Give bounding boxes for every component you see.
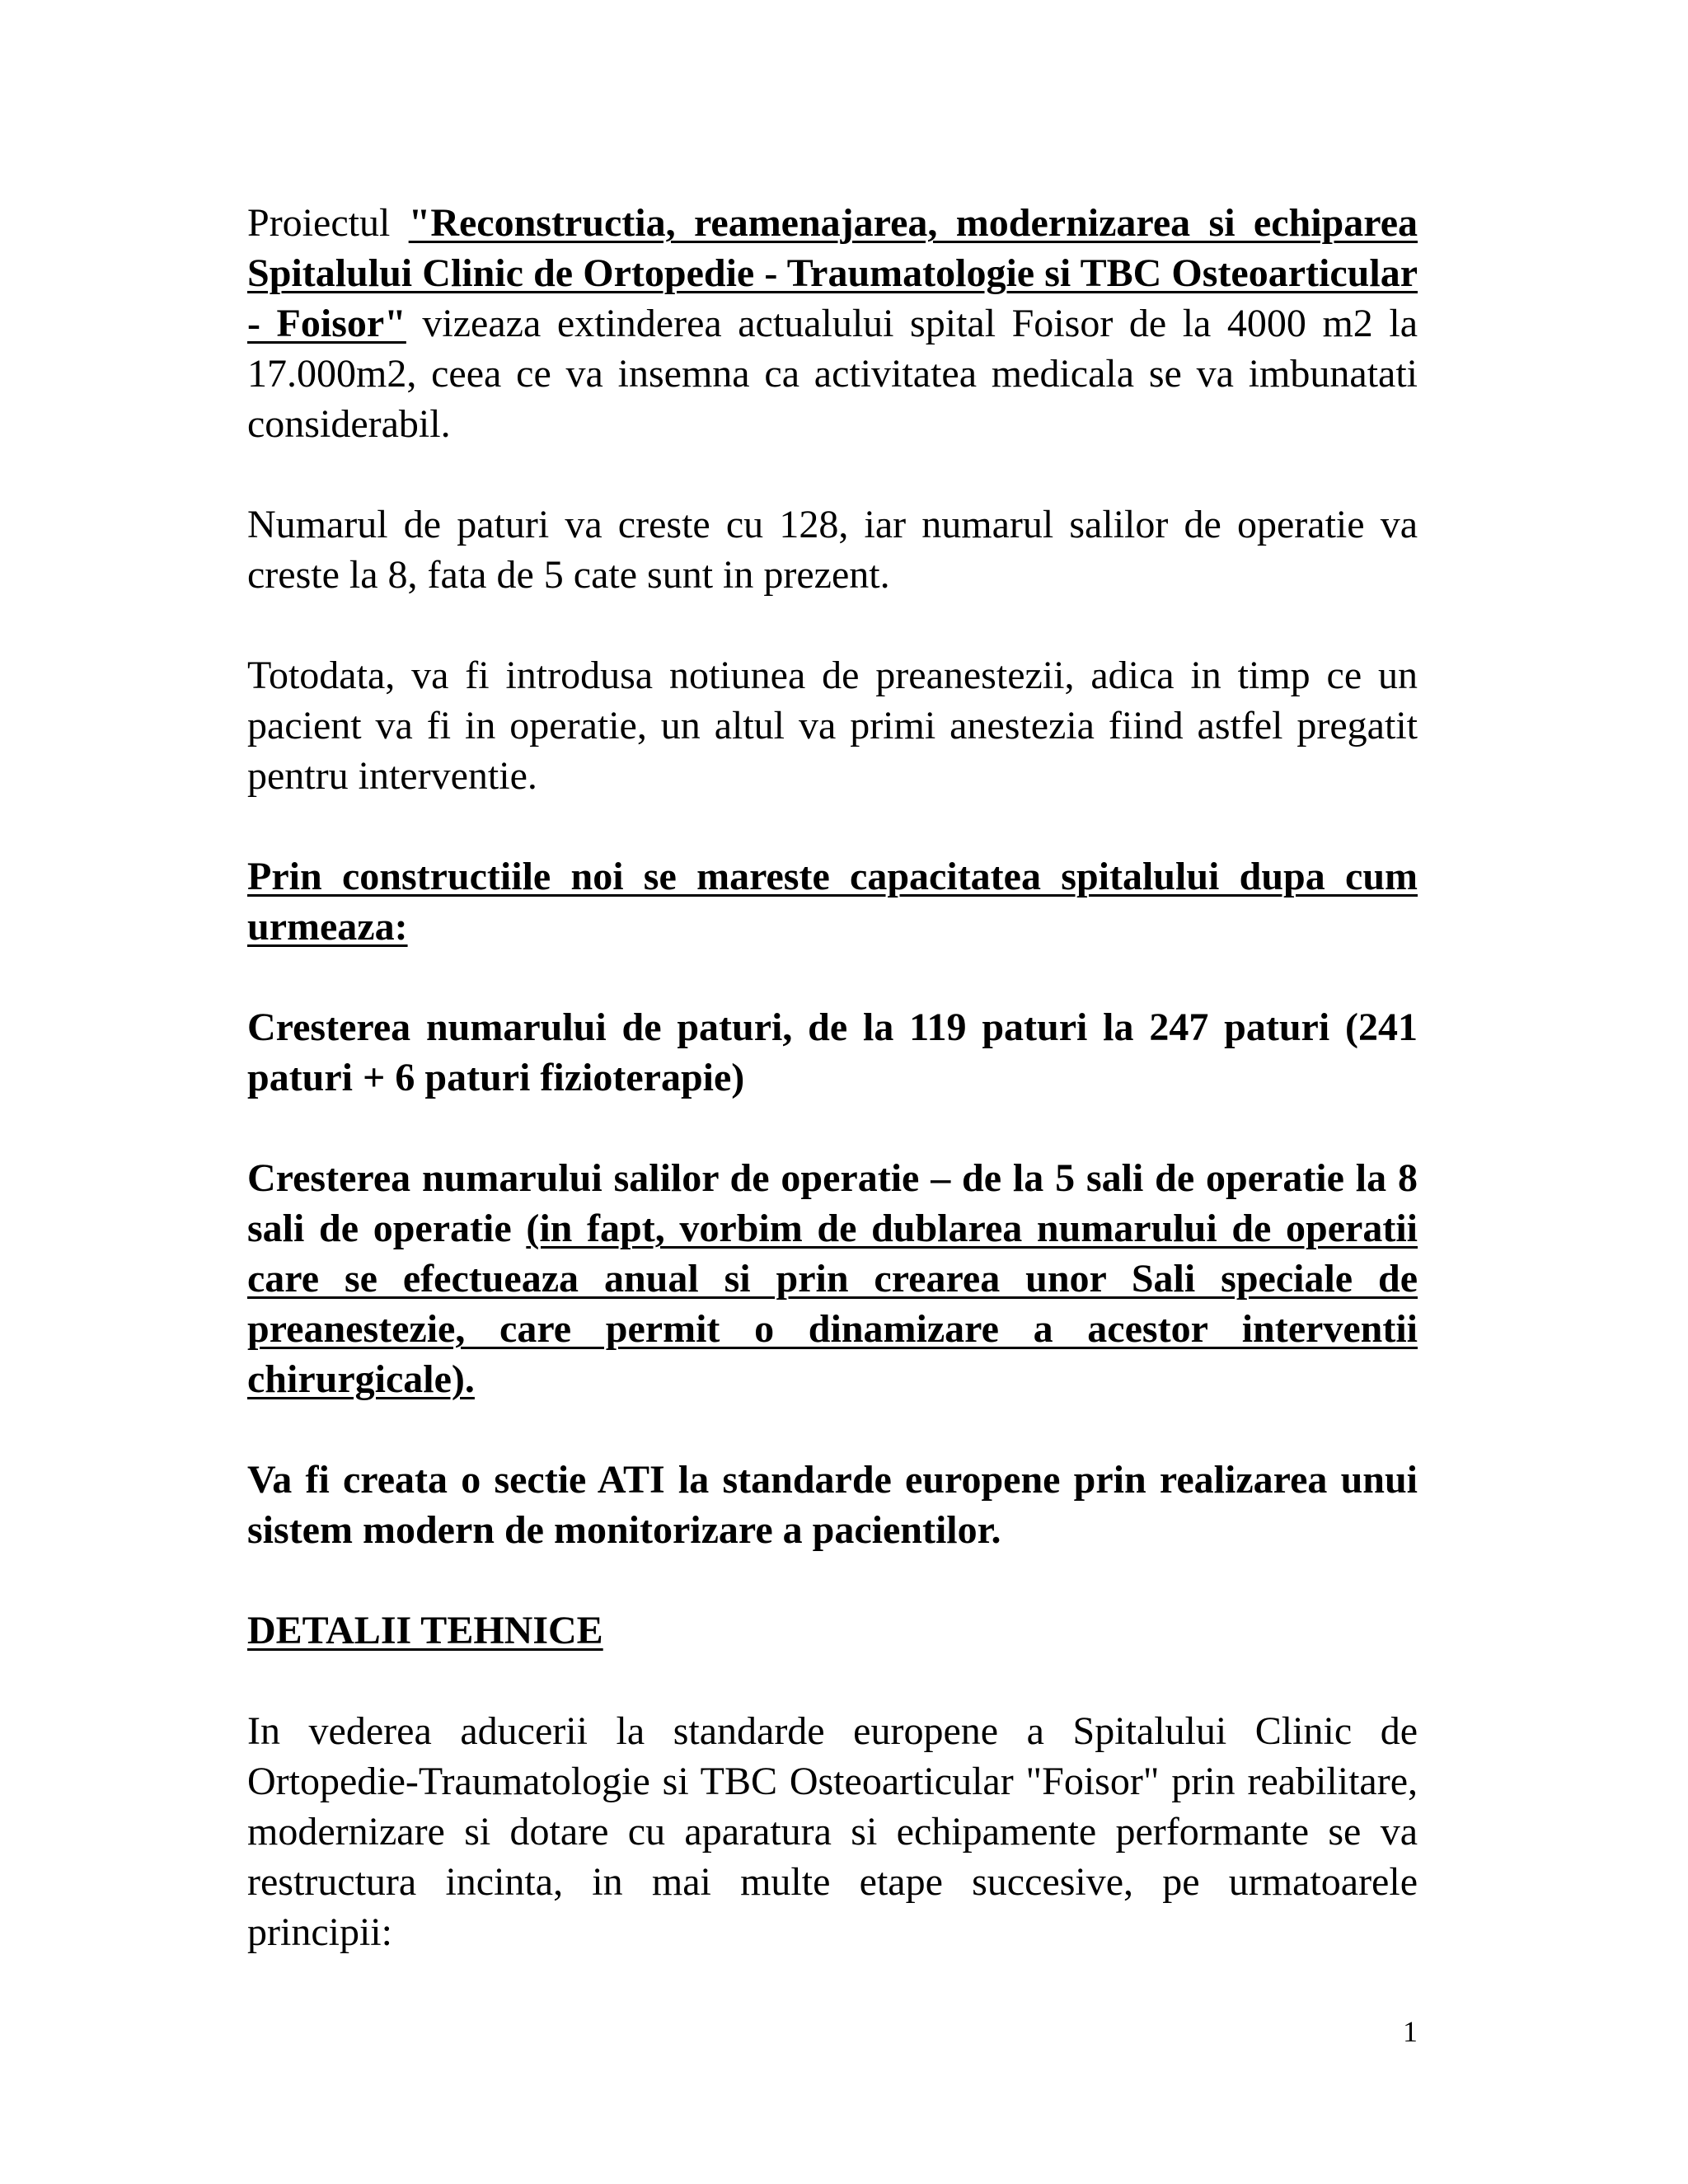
operating-room-increase-bold: Cresterea numarului salilor de operatie – de la 5 sali de operatie la 8 sali de operatie xyxy=(247,1156,1418,1250)
paragraph-beds-operating-rooms: Numarul de paturi va creste cu 128, iar numarul salilor de operatie va creste la 8, fata de 5 cate sunt in prezent. xyxy=(247,503,1418,597)
section-heading-technical-details: DETALII TEHNICE xyxy=(247,1609,603,1652)
paragraph-ati-section: Va fi creata o sectie ATI la standarde europene prin realizarea unui sistem modern de monitorizare a pacientilor. xyxy=(247,1458,1418,1552)
paragraph-operating-room-increase xyxy=(247,1153,1418,1404)
paragraph-technical-details: In vederea aducerii la standarde europene a Spitalului Clinic de Ortopedie-Traumatologie si TBC Osteoarticular "Foisor" prin reabilitare, modernizare si dotare cu aparatura si echipamente performante se va restructura incinta, in mai multe etape succesive, pe urmatoarele principii: xyxy=(247,1709,1418,1954)
project-title: "Reconstructia, reamenajarea, modernizarea si echiparea Spitalului Clinic de Ortopedie - Traumatologie si TBC Osteoarticular - Foisor" xyxy=(247,201,1418,345)
page-number: 1 xyxy=(1403,2015,1418,2048)
paragraph-preanesthesia: Totodata, va fi introdusa notiunea de preanestezii, adica in timp ce un pacient va fi in operatie, un altul va primi anestezia fiind astfel pregatit pentru interventie. xyxy=(247,654,1418,798)
paragraph-project-intro xyxy=(247,198,1418,449)
capacity-heading: Prin constructiile noi se mareste capacitatea spitalului dupa cum urmeaza: xyxy=(247,855,1418,949)
operating-room-increase-underlined: (in fapt, vorbim de dublarea numarului de operatii care se efectueaza anual si prin crearea unor Sali speciale de preanestezie, care permit o dinamizare a acestor interventii chirurgicale). xyxy=(247,1207,1418,1401)
intro-lead: Proiectul xyxy=(247,201,409,245)
intro-rest: vizeaza extinderea actualului spital Foisor de la 4000 m2 la 17.000m2, ceea ce va insemna ca activitatea medicala se va imbunatati considerabil. xyxy=(247,302,1418,446)
paragraph-bed-increase: Cresterea numarului de paturi, de la 119 paturi la 247 paturi (241 paturi + 6 paturi fizioterapie) xyxy=(247,1005,1418,1099)
document-body xyxy=(247,198,1418,2008)
